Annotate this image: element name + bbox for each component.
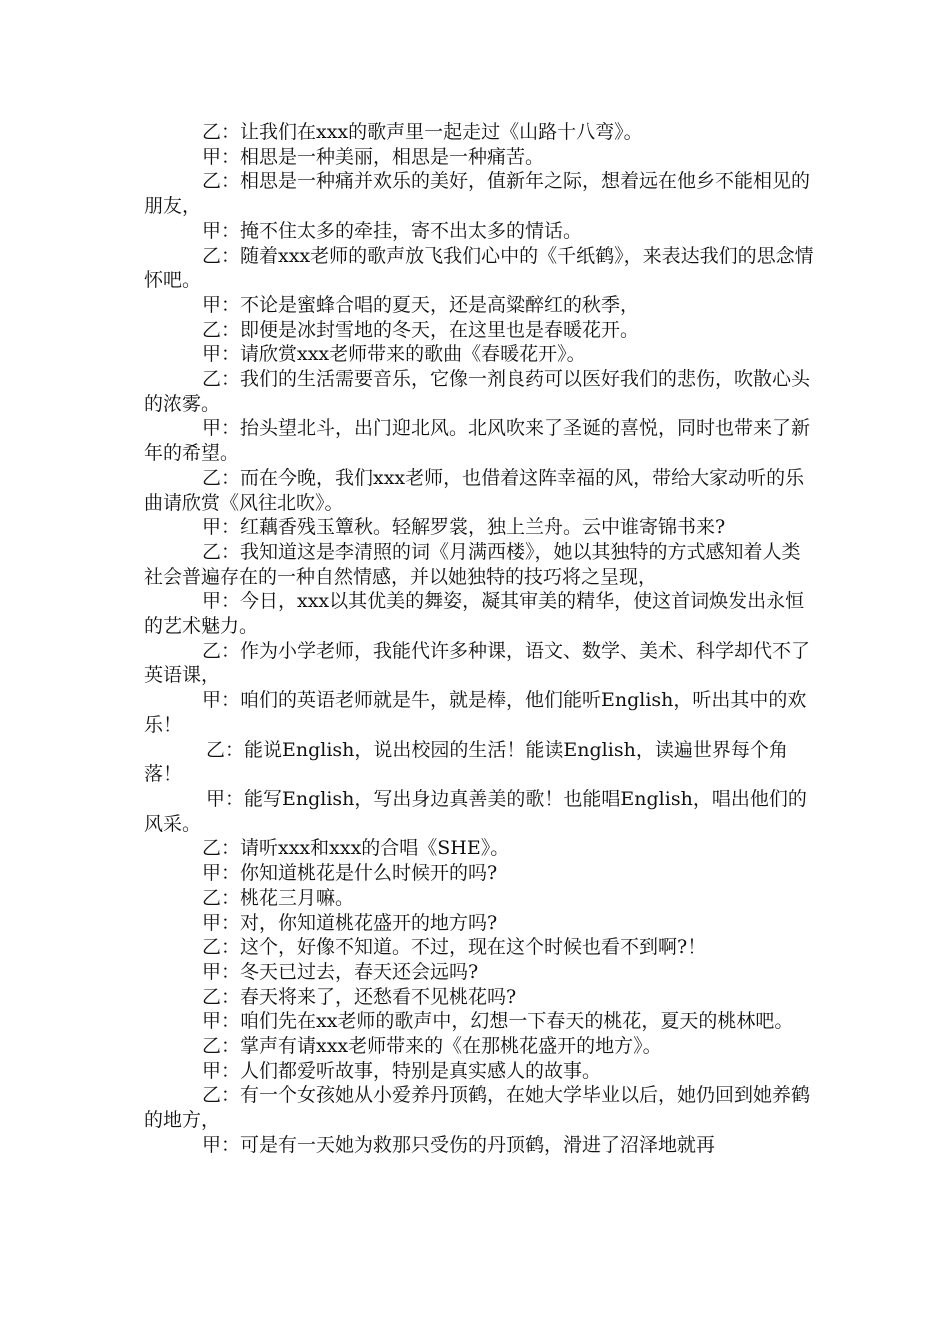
dialogue-line: 乙：相思是一种痛并欢乐的美好，值新年之际，想着远在他乡不能相见的朋友， (144, 170, 811, 218)
dialogue-line: 甲：咱们的英语老师就是牛，就是棒，他们能听English，听出其中的欢乐！ (144, 689, 807, 736)
dialogue-line: 乙：即便是冰封雪地的冬天，在这里也是春暖花开。 (202, 318, 640, 341)
dialogue-line: 乙：掌声有请xxx老师带来的《在那桃花盛开的地方》。 (202, 1035, 662, 1058)
dialogue-line: 乙：我们的生活需要音乐，它像一剂良药可以医好我们的悲伤，吹散心头的浓雾。 (144, 368, 811, 415)
dialogue-line: 甲：今日，xxx以其优美的舞姿，凝其审美的精华，使这首词焕发出永恒的艺术魅力。 (144, 590, 805, 638)
dialogue-line: 甲：不论是蜜蜂合唱的夏天，还是高粱醉红的秋季， (202, 293, 640, 316)
dialogue-script (144, 120, 814, 1158)
dialogue-line: 甲：掩不住太多的牵挂，寄不出太多的情话。 (202, 219, 583, 242)
dialogue-line: 乙：这个，好像不知道。不过，现在这个时候也看不到啊?！ (202, 936, 707, 959)
dialogue-line: 甲：对，你知道桃花盛开的地方吗? (202, 911, 498, 934)
dialogue-line: 甲：请欣赏xxx老师带来的歌曲《春暖花开》。 (202, 343, 586, 366)
dialogue-line: 甲：人们都爱听故事，特别是真实感人的故事。 (202, 1059, 602, 1082)
dialogue-line: 乙：我知道这是李清照的词《月满西楼》，她以其独特的方式感知着人类社会普遍存在的一种自然情感，并以她独特的技巧将之呈现， (144, 540, 801, 588)
dialogue-line: 甲：可是有一天她为救那只受伤的丹顶鹤，滑进了沼泽地就再 (202, 1133, 716, 1156)
dialogue-line: 乙：请听xxx和xxx的合唱《SHE》。 (202, 837, 510, 860)
dialogue-line: 乙：有一个女孩她从小爱养丹顶鹤，在她大学毕业以后，她仍回到她养鹤的地方， (144, 1084, 811, 1132)
dialogue-line: 乙：随着xxx老师的歌声放飞我们心中的《千纸鹤》，来表达我们的思念情怀吧。 (144, 244, 814, 292)
dialogue-line: 甲：能写English，写出身边真善美的歌！也能唱English，唱出他们的风采。 (144, 787, 807, 835)
dialogue-line: 甲：相思是一种美丽，相思是一种痛苦。 (202, 145, 545, 168)
dialogue-line: 乙：让我们在xxx的歌声里一起走过《山路十八弯》。 (202, 121, 643, 143)
dialogue-line: 甲：咱们先在xx老师的歌声中，幻想一下春天的桃花，夏天的桃林吧。 (202, 1010, 794, 1033)
dialogue-line: 甲：你知道桃花是什么时候开的吗? (202, 862, 498, 885)
dialogue-line: 乙：能说English，说出校园的生活！能读English，读遍世界每个角落！ (144, 738, 788, 786)
dialogue-line: 乙：而在今晚，我们xxx老师，也借着这阵幸福的风，带给大家动听的乐曲请欣赏《风往北吹》。 (144, 466, 805, 514)
dialogue-line: 甲：抬头望北斗，出门迎北风。北风吹来了圣诞的喜悦，同时也带来了新年的希望。 (144, 417, 811, 465)
dialogue-line: 乙：桃花三月嘛。 (202, 886, 355, 909)
dialogue-line: 甲：红藕香残玉簟秋。轻解罗裳，独上兰舟。云中谁寄锦书来? (202, 516, 726, 539)
dialogue-line: 乙：春天将来了，还愁看不见桃花吗? (202, 985, 517, 1008)
dialogue-line: 乙：作为小学老师，我能代许多种课，语文、数学、美术、科学却代不了英语课， (144, 639, 811, 687)
dialogue-line: 甲：冬天已过去，春天还会远吗? (202, 960, 479, 983)
